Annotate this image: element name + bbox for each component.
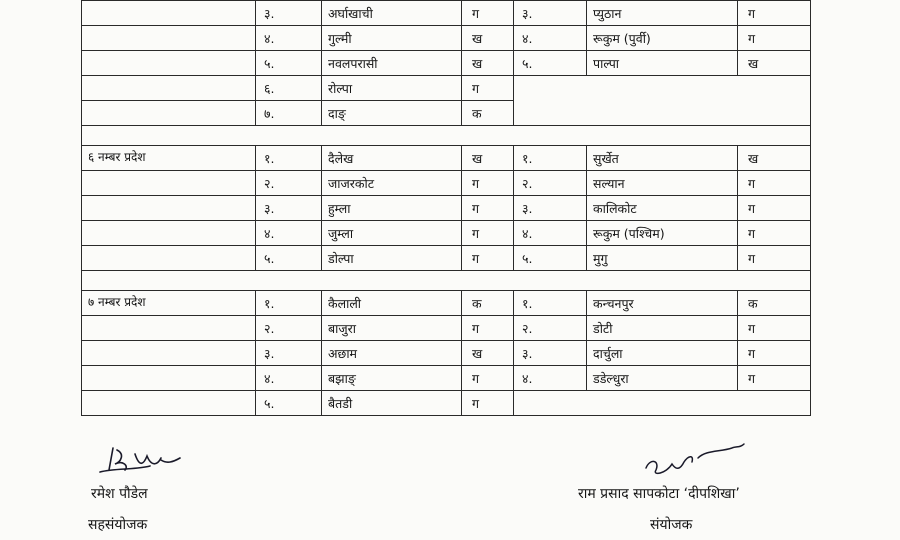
right-district-name: कालिकोट	[587, 196, 738, 221]
table-row	[82, 51, 811, 76]
table-row	[82, 391, 811, 416]
right-serial: ४.	[514, 221, 587, 246]
table-row	[82, 101, 811, 126]
table-body	[82, 1, 811, 416]
district-classification-table	[81, 0, 811, 416]
right-district-name: दार्चुला	[587, 341, 738, 366]
province-cell	[82, 171, 256, 196]
left-district-class: ख	[462, 146, 514, 171]
left-serial: १.	[256, 146, 322, 171]
right-district-class: ग	[738, 341, 811, 366]
table-row	[82, 26, 811, 51]
province-cell	[82, 101, 256, 126]
left-serial: ४.	[256, 26, 322, 51]
province-cell	[82, 221, 256, 246]
left-district-class: ग	[462, 316, 514, 341]
left-district-class: ग	[462, 391, 514, 416]
left-district-name: नवलपरासी	[322, 51, 462, 76]
right-serial: ३.	[514, 1, 587, 26]
right-serial: १.	[514, 146, 587, 171]
section-spacer-row	[82, 271, 811, 291]
left-district-class: ग	[462, 171, 514, 196]
spacer-cell	[82, 126, 811, 146]
province-cell	[82, 76, 256, 101]
left-serial: २.	[256, 171, 322, 196]
table-row	[82, 221, 811, 246]
section-spacer-row	[82, 126, 811, 146]
province-cell	[82, 196, 256, 221]
left-serial: ४.	[256, 366, 322, 391]
right-district-class: ग	[738, 196, 811, 221]
right-district-name: प्युठान	[587, 1, 738, 26]
left-district-name: जाजरकोट	[322, 171, 462, 196]
left-serial: ५.	[256, 391, 322, 416]
left-district-class: ग	[462, 221, 514, 246]
right-serial: ३.	[514, 341, 587, 366]
signature-right-mark	[640, 440, 750, 480]
left-district-name: कैलाली	[322, 291, 462, 316]
table-row	[82, 146, 811, 171]
left-district-class: ग	[462, 1, 514, 26]
right-district-class: ग	[738, 316, 811, 341]
spacer-cell	[82, 271, 811, 291]
right-district-name: डोटी	[587, 316, 738, 341]
right-district-class: ग	[738, 221, 811, 246]
province-cell	[82, 391, 256, 416]
left-district-name: डोल्पा	[322, 246, 462, 271]
left-district-class: ख	[462, 341, 514, 366]
left-district-name: बाजुरा	[322, 316, 462, 341]
left-district-name: गुल्मी	[322, 26, 462, 51]
left-district-name: बझाङ्	[322, 366, 462, 391]
left-district-class: ख	[462, 51, 514, 76]
signature-left-mark	[95, 440, 190, 480]
left-district-class: ग	[462, 366, 514, 391]
left-district-name: अछाम	[322, 341, 462, 366]
right-district-name: रूकुम (पश्चिम)	[587, 221, 738, 246]
left-serial: १.	[256, 291, 322, 316]
left-district-class: ग	[462, 76, 514, 101]
table-row	[82, 246, 811, 271]
left-district-class: क	[462, 291, 514, 316]
right-district-name: सल्यान	[587, 171, 738, 196]
right-district-class: ग	[738, 26, 811, 51]
signatory-right-name: राम प्रसाद सापकोटा ‘दीपशिखा’	[578, 486, 740, 502]
left-district-name: हुम्ला	[322, 196, 462, 221]
right-serial: ५.	[514, 246, 587, 271]
table-row	[82, 171, 811, 196]
table-row	[82, 196, 811, 221]
right-serial: ३.	[514, 196, 587, 221]
province-cell	[82, 366, 256, 391]
right-serial: ४.	[514, 26, 587, 51]
left-district-name: अर्घाखाची	[322, 1, 462, 26]
right-district-class: क	[738, 291, 811, 316]
province-cell: ७ नम्बर प्रदेश	[82, 291, 256, 316]
right-district-class: ग	[738, 171, 811, 196]
province-cell	[82, 51, 256, 76]
right-district-name: रूकुम (पुर्वी)	[587, 26, 738, 51]
left-serial: २.	[256, 316, 322, 341]
left-district-name: दैलेख	[322, 146, 462, 171]
left-district-name: दाङ्	[322, 101, 462, 126]
signatory-left-role: सहसंयोजक	[88, 517, 148, 533]
right-serial: २.	[514, 316, 587, 341]
left-district-name: रोल्पा	[322, 76, 462, 101]
right-district-name: डडेल्धुरा	[587, 366, 738, 391]
left-district-name: जुम्ला	[322, 221, 462, 246]
province-cell	[82, 316, 256, 341]
right-serial: ५.	[514, 51, 587, 76]
empty-cell	[514, 391, 811, 416]
right-district-name: पाल्पा	[587, 51, 738, 76]
signatory-right-role: संयोजक	[650, 517, 693, 533]
table-row	[82, 1, 811, 26]
right-district-name: मुगु	[587, 246, 738, 271]
left-district-class: क	[462, 101, 514, 126]
signatory-left-name: रमेश पौडेल	[91, 486, 148, 502]
right-district-class: ख	[738, 51, 811, 76]
province-cell	[82, 1, 256, 26]
province-cell	[82, 341, 256, 366]
right-serial: ४.	[514, 366, 587, 391]
left-serial: ३.	[256, 196, 322, 221]
right-district-class: ख	[738, 146, 811, 171]
left-serial: ४.	[256, 221, 322, 246]
right-serial: १.	[514, 291, 587, 316]
empty-cell	[514, 76, 811, 101]
left-district-class: ग	[462, 196, 514, 221]
left-district-name: बैतडी	[322, 391, 462, 416]
table-row	[82, 316, 811, 341]
right-district-class: ग	[738, 1, 811, 26]
left-serial: ३.	[256, 1, 322, 26]
left-serial: ६.	[256, 76, 322, 101]
left-serial: ३.	[256, 341, 322, 366]
province-cell	[82, 26, 256, 51]
right-district-name: कन्चनपुर	[587, 291, 738, 316]
right-district-class: ग	[738, 246, 811, 271]
right-district-class: ग	[738, 366, 811, 391]
left-serial: ५.	[256, 51, 322, 76]
table-row	[82, 341, 811, 366]
table-row	[82, 291, 811, 316]
left-district-class: ख	[462, 26, 514, 51]
left-serial: ७.	[256, 101, 322, 126]
right-district-name: सुर्खेत	[587, 146, 738, 171]
table-row	[82, 366, 811, 391]
province-cell	[82, 246, 256, 271]
left-serial: ५.	[256, 246, 322, 271]
left-district-class: ग	[462, 246, 514, 271]
right-serial: २.	[514, 171, 587, 196]
empty-cell	[514, 101, 811, 126]
province-cell: ६ नम्बर प्रदेश	[82, 146, 256, 171]
table-row	[82, 76, 811, 101]
